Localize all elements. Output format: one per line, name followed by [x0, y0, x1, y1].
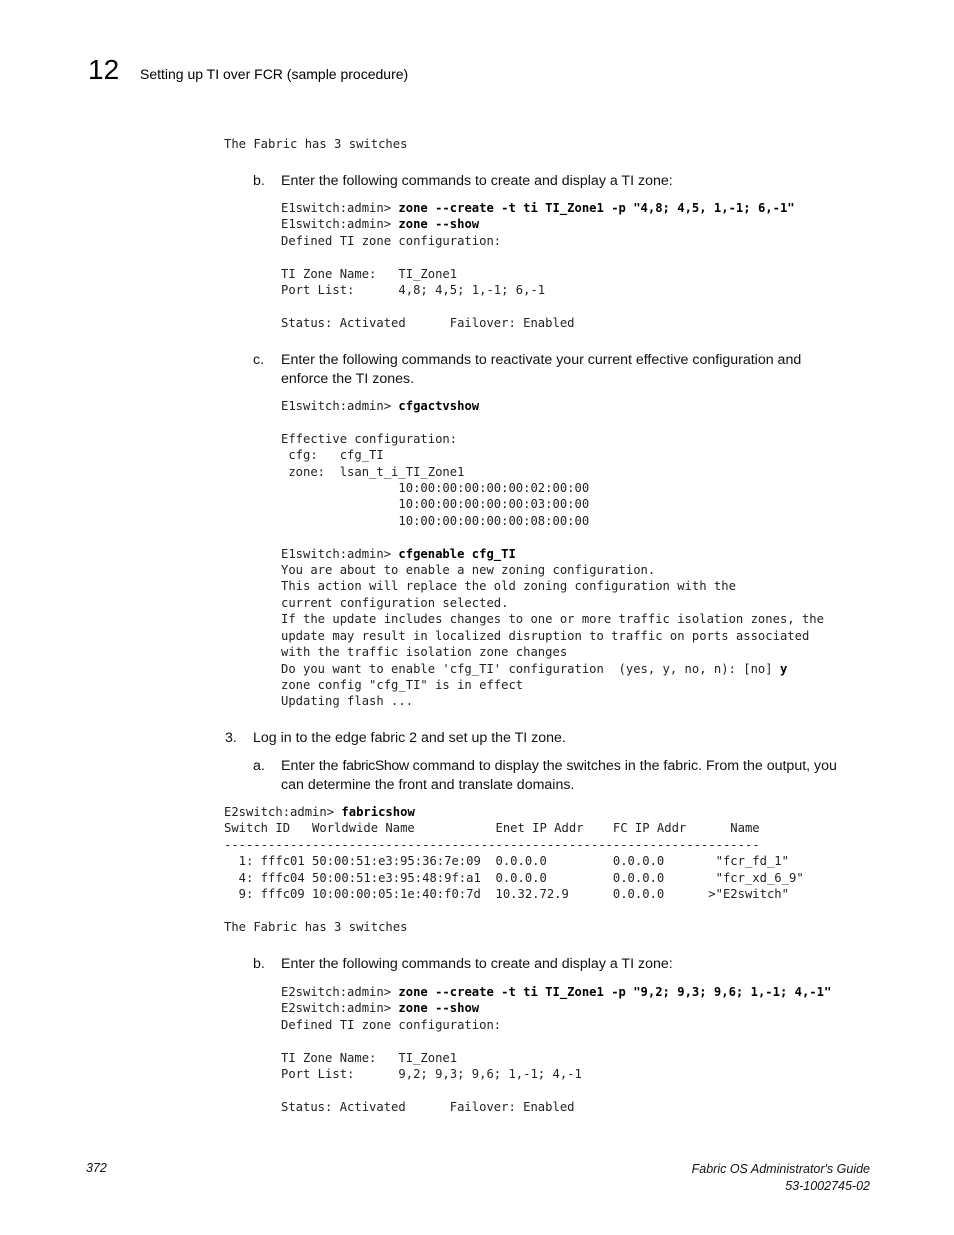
prompt: E1switch:admin> [281, 399, 399, 413]
prompt: E2switch:admin> [281, 985, 399, 999]
step-label: a. [253, 758, 265, 774]
page-number: 372 [86, 1161, 107, 1175]
step-label: 3. [225, 730, 237, 746]
command: zone --create -t ti TI_Zone1 -p "9,2; 9,3; 9,6; 1,-1; 4,-1" [398, 985, 832, 999]
command-output: Switch ID Worldwide Name Enet IP Addr FC IP Addr Name ------------------------------------------------------------------------- 1: fffc01 50:00:51:e3:95:36:7e:09 0.0.0.0 0.0.0.0 "fcr_fd_1" 4: fffc04 50:00:51:e3:95:48:9f:a1 0.0.0.0 0.0.0.0 "fcr_xd_6_9" 9: fffc09 10:00:00:05:1e:40:f0:7d 10.32.72.9 0.0.0.0 >"E2switch" The Fabric has 3 switches [224, 821, 804, 934]
command: zone --show [398, 1001, 480, 1016]
command-output: Defined TI zone configuration: TI Zone Name: TI_Zone1 Port List: 9,2; 9,3; 9,6; 1,-1; 4,-1 Status: Activated Failover: Enabled [281, 1017, 582, 1114]
chapter-number: 12 [88, 54, 120, 85]
text-fragment: Enter the [281, 758, 343, 774]
prompt: E1switch:admin> [281, 546, 399, 561]
step-text: Enter the following commands to create and display a TI zone: [281, 956, 673, 972]
step-text: Log in to the edge fabric 2 and set up the TI zone. [253, 730, 566, 746]
step-text-line1 [281, 757, 837, 776]
fabricshow-command-ref: fabricShow [342, 758, 409, 774]
step-text-line2: enforce the TI zones. [281, 371, 415, 387]
command: fabricshow [341, 805, 415, 819]
code-block-cfgactvshow [281, 398, 824, 710]
step-label: c. [253, 352, 265, 368]
step-text-line2: can determine the front and translate domains. [281, 777, 575, 793]
prompt: E2switch:admin> [224, 805, 342, 819]
command-output: You are about to enable a new zoning configuration. This action will replace the old zoning configuration with the current configuration selected. If the update includes changes to one or more traffic isolation zones, the update may result in localized disruption to traffic on ports associated with the traffic isolation zone changes Do you want to enable 'cfg_TI' configuration (yes, y, no, n): [no] [281, 563, 824, 676]
command: cfgenable cfg_TI [398, 546, 516, 561]
user-answer: y [779, 661, 788, 676]
step-text-line1: Enter the following commands to reactivate your current effective configuration and [281, 352, 802, 368]
step-text: Enter the following commands to create and display a TI zone: [281, 173, 673, 189]
command-output: zone config "cfg_TI" is in effect Updating flash ... [281, 677, 524, 709]
command: zone --show [398, 217, 480, 232]
footer-doc-info [692, 1161, 870, 1195]
doc-number: 53-1002745-02 [785, 1179, 870, 1193]
command-output: Effective configuration: cfg: cfg_TI zone: lsan_t_i_TI_Zone1 10:00:00:00:00:00:02:00:00 10:00:00:00:00:00:03:00:00 10:00:00:00:00:00:08:00:00 [281, 431, 590, 528]
prompt: E1switch:admin> [281, 201, 399, 215]
step-label: b. [253, 173, 265, 189]
command: zone --create -t ti TI_Zone1 -p "4,8; 4,5, 1,-1; 6,-1" [398, 201, 795, 215]
code-block-fabricshow [224, 804, 804, 935]
step-label: b. [253, 956, 265, 972]
fabric-count-note: The Fabric has 3 switches [224, 137, 408, 151]
code-block-e1-zone-create [281, 200, 795, 331]
step-2c [253, 351, 853, 391]
command-output: Defined TI zone configuration: TI Zone Name: TI_Zone1 Port List: 4,8; 4,5; 1,-1; 6,-1 Status: Activated Failover: Enabled [281, 233, 575, 330]
prompt: E2switch:admin> [281, 1001, 399, 1016]
prompt: E1switch:admin> [281, 217, 399, 232]
guide-title: Fabric OS Administrator's Guide [691, 1162, 870, 1176]
step-3a [253, 757, 873, 797]
text-fragment: command to display the switches in the fabric. From the output, you [408, 758, 837, 774]
chapter-title: Setting up TI over FCR (sample procedure) [140, 66, 409, 82]
code-block-e2-zone-create [281, 984, 831, 1115]
command: cfgactvshow [398, 399, 480, 413]
